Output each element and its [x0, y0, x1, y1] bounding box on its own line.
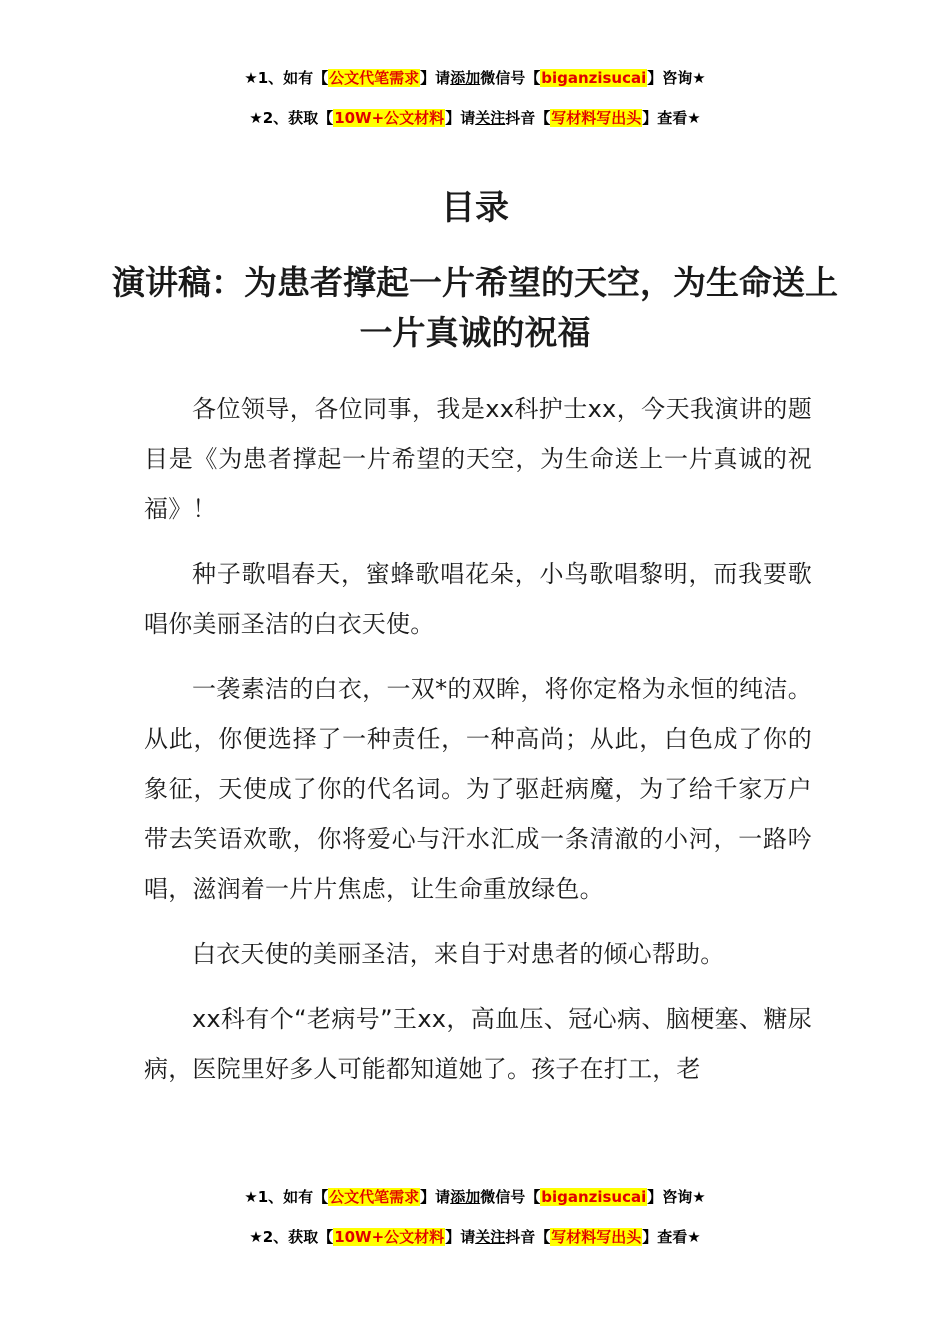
document-body [144, 384, 812, 1109]
paragraph: 各位领导，各位同事，我是xx科护士xx，今天我演讲的题目是《为患者撑起一片希望的天空，为生命送上一片真诚的祝福》！ [144, 395, 812, 523]
highlight-wechat-id: biganzisucai [541, 1188, 647, 1206]
highlight-writing-service: 公文代笔需求 [329, 1188, 420, 1206]
highlight-writing-service: 公文代笔需求 [329, 69, 420, 87]
paragraph: 种子歌唱春天，蜜蜂歌唱花朵，小鸟歌唱黎明，而我要歌唱你美丽圣洁的白衣天使。 [144, 560, 812, 638]
highlight-douyin-account: 写材料写出头 [551, 1228, 642, 1246]
highlight-douyin-account: 写材料写出头 [551, 109, 642, 127]
footer-banner [0, 1177, 950, 1257]
header-banner-line-2: ★2、获取【10W+公文材料】请关注抖音【写材料写出头】查看★ [249, 109, 701, 127]
header-banner [0, 58, 950, 138]
paragraph: xx科有个“老病号”王xx，高血压、冠心病、脑梗塞、糖尿病，医院里好多人可能都知道她了。孩子在打工，老 [144, 1005, 812, 1083]
highlight-wechat-id: biganzisucai [541, 69, 647, 87]
footer-banner-line-1: ★1、如有【公文代笔需求】请添加微信号【biganzisucai】咨询★ [244, 1188, 706, 1206]
highlight-materials: 10W+公文材料 [334, 109, 445, 127]
header-banner-line-1: ★1、如有【公文代笔需求】请添加微信号【biganzisucai】咨询★ [244, 69, 706, 87]
document-title: 演讲稿：为患者撑起一片希望的天空，为生命送上一片真诚的祝福 [112, 263, 838, 352]
toc-title: 目录 [441, 188, 509, 228]
highlight-materials: 10W+公文材料 [334, 1228, 445, 1246]
footer-banner-line-2: ★2、获取【10W+公文材料】请关注抖音【写材料写出头】查看★ [249, 1228, 701, 1246]
paragraph: 一袭素洁的白衣，一双*的双眸，将你定格为永恒的纯洁。从此，你便选择了一种责任，一种高尚；从此，白色成了你的象征，天使成了你的代名词。为了驱赶病魔，为了给千家万户带去笑语欢歌，你将爱心与汗水汇成一条清澈的小河，一路吟唱，滋润着一片片焦虑，让生命重放绿色。 [144, 675, 812, 903]
paragraph: 白衣天使的美丽圣洁，来自于对患者的倾心帮助。 [192, 940, 725, 968]
